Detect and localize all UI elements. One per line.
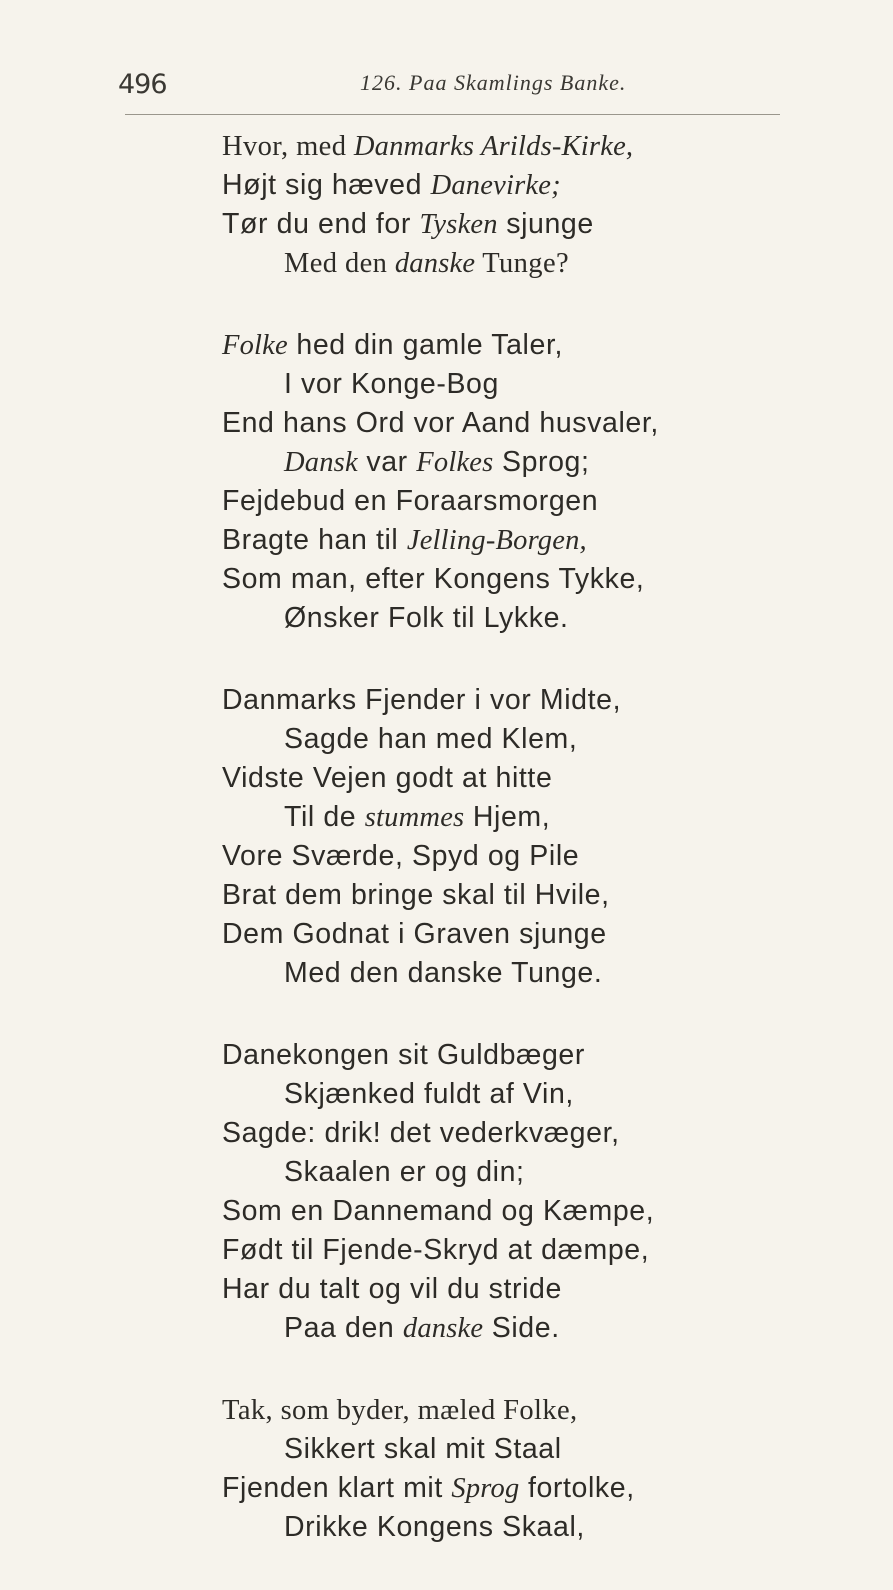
verse-line <box>222 837 842 876</box>
verse-italic-text: Dansk <box>284 447 358 478</box>
verse-italic-text: Folkes <box>416 447 494 478</box>
verse-text: Brat dem bringe skal til Hvile, <box>222 879 610 911</box>
header-rule <box>125 114 780 115</box>
verse-text: hed din gamle Taler, <box>287 329 563 361</box>
verse-text: Skjænked fuldt af Vin, <box>284 1078 574 1110</box>
stanza <box>222 326 842 638</box>
verse-italic-text: stummes <box>364 802 465 833</box>
verse-text: fortolke, <box>519 1472 635 1504</box>
verse-line <box>222 681 842 720</box>
verse-line <box>222 482 842 521</box>
verse-line <box>222 599 842 638</box>
verse-text: Som man, efter Kongens Tykke, <box>222 563 645 595</box>
verse-line <box>222 521 842 560</box>
verse-line <box>222 954 842 993</box>
verse-text: Hvor, med <box>222 131 354 162</box>
verse-line <box>222 1153 842 1192</box>
verse-italic-text: Tysken <box>419 209 498 240</box>
verse-text: Født til Fjende-Skryd at dæmpe, <box>222 1234 650 1266</box>
verse-text: Højt sig hæved <box>222 169 431 201</box>
verse-line <box>222 1231 842 1270</box>
verse-text: Fejdebud en Foraarsmorgen <box>222 485 599 517</box>
verse-text: Tør du end for <box>222 208 420 240</box>
verse-text: End hans Ord vor Aand husvaler, <box>222 407 659 439</box>
verse-italic-text: Danevirke; <box>430 170 561 201</box>
verse-text: I vor Konge-Bog <box>284 368 499 400</box>
verse-line <box>222 1114 842 1153</box>
verse-line <box>222 1391 842 1430</box>
stanza <box>222 1036 842 1348</box>
verse-italic-text: Folke <box>222 330 288 361</box>
verse-text: Vidste Vejen godt at hitte <box>222 762 553 794</box>
verse-text: Danekongen sit Guldbæger <box>222 1039 585 1071</box>
stanza <box>222 681 842 993</box>
verse-line <box>222 326 842 365</box>
verse-text: Side. <box>483 1312 560 1344</box>
verse-line <box>222 127 842 166</box>
verse-line <box>222 205 842 244</box>
verse-text: Fjenden klart mit <box>222 1472 452 1504</box>
verse-line <box>222 759 842 798</box>
verse-text: sjunge <box>497 208 594 240</box>
verse-line <box>222 560 842 599</box>
verse-line <box>222 443 842 482</box>
verse-line <box>222 1075 842 1114</box>
running-head: 126. Paa Skamlings Banke. <box>360 70 627 95</box>
verse-line <box>222 1508 842 1547</box>
verse-line <box>222 1309 842 1348</box>
verse-text: Med den <box>284 248 395 279</box>
verse-line <box>222 404 842 443</box>
verse-text: Paa den <box>284 1312 403 1344</box>
verse-line <box>222 798 842 837</box>
stanza <box>222 127 842 283</box>
verse-text: Hjem, <box>464 801 551 833</box>
verse-line <box>222 1036 842 1075</box>
verse-text: Ønsker Folk til Lykke. <box>284 602 569 634</box>
verse-text: Til de <box>284 801 365 833</box>
verse-text: Har du talt og vil du stride <box>222 1273 562 1305</box>
verse-line <box>222 365 842 404</box>
verse-text: Vore Sværde, Spyd og Pile <box>222 840 580 872</box>
verse-text: var <box>357 446 417 478</box>
verse-italic-text: Sprog <box>451 1473 520 1504</box>
verse-line <box>222 1192 842 1231</box>
stanza <box>222 1391 842 1547</box>
verse-line <box>222 876 842 915</box>
verse-line <box>222 244 842 283</box>
verse-text: Sprog; <box>493 446 590 478</box>
verse-text: Dem Godnat i Graven sjunge <box>222 918 607 950</box>
verse-line <box>222 720 842 759</box>
verse-text: Tak, som byder, mæled Folke, <box>222 1395 578 1426</box>
verse-italic-text: danske <box>402 1313 484 1344</box>
verse-line <box>222 915 842 954</box>
verse-text: Danmarks Fjender i vor Midte, <box>222 684 622 716</box>
verse-line <box>222 1270 842 1309</box>
verse-text: Bragte han til <box>222 524 407 556</box>
verse-text: Skaalen er og din; <box>284 1156 525 1188</box>
page-number: 496 <box>118 69 167 100</box>
verse-text: Sagde: drik! det vederkvæger, <box>222 1117 620 1149</box>
verse-text: Sagde han med Klem, <box>284 723 578 755</box>
verse-text: Med den danske Tunge. <box>284 957 603 989</box>
verse-text: Tunge? <box>475 248 570 279</box>
verse-text: Sikkert skal mit Staal <box>284 1433 562 1465</box>
verse-text: Som en Dannemand og Kæmpe, <box>222 1195 655 1227</box>
verse-italic-text: danske <box>394 248 476 279</box>
verse-italic-text: Danmarks Arilds-Kirke, <box>353 131 634 162</box>
verse-line <box>222 1430 842 1469</box>
verse-line <box>222 166 842 205</box>
poem-text <box>222 127 842 1590</box>
verse-italic-text: Jelling-Borgen, <box>406 525 587 556</box>
verse-line <box>222 1469 842 1508</box>
verse-text: Drikke Kongens Skaal, <box>284 1511 585 1543</box>
